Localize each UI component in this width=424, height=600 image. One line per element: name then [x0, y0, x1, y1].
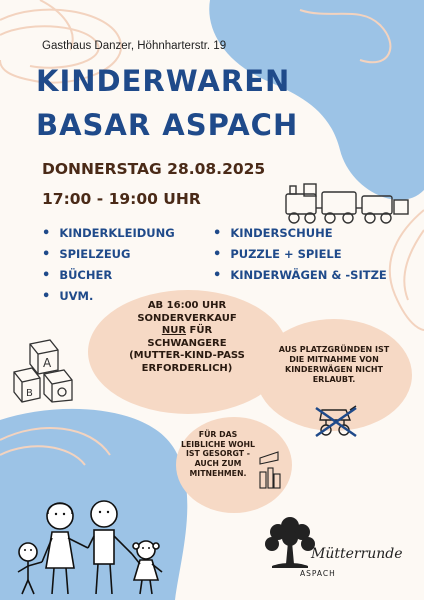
logo-name: Mütterrunde [311, 546, 403, 562]
food-line: FÜR DAS [198, 430, 238, 439]
only-word: NUR [161, 325, 187, 336]
svg-text:A: A [43, 356, 52, 370]
list-item: • KINDERSCHUHE [213, 223, 387, 244]
stroller-line: AUS PLATZGRÜNDEN IST [278, 345, 390, 354]
food-line: AUCH ZUM [194, 459, 242, 469]
svg-text:B: B [26, 388, 33, 399]
no-stroller-note [272, 345, 396, 385]
no-stroller-icon [312, 404, 360, 438]
food-drinks-icon [256, 450, 282, 490]
list-item: • KINDERWÄGEN & -SITZE [213, 265, 387, 286]
toy-train-icon [282, 176, 412, 228]
food-line: LEIBLICHE WOHL [180, 439, 256, 449]
sale-line [112, 325, 262, 338]
stroller-line: DIE MITNAHME VON [289, 355, 379, 364]
toy-blocks-icon [10, 338, 78, 404]
venue-address: Gasthaus Danzer, Höhnharterstr. 19 [42, 40, 227, 52]
title-line-1: KINDERWAREN [36, 64, 291, 98]
list-item: • BÜCHER [42, 265, 175, 286]
stroller-line: ERLAUBT. [312, 375, 356, 384]
family-drawing-icon [8, 492, 168, 596]
sale-line: AB 16:00 UHR [147, 300, 227, 311]
food-line: MITNEHMEN. [189, 468, 247, 478]
list-item: • SPIELZEUG [42, 244, 175, 265]
items-list-right [213, 223, 387, 286]
list-item: • PUZZLE + SPIELE [213, 244, 387, 265]
title-line-2: BASAR ASPACH [36, 108, 299, 142]
stroller-line: KINDERWÄGEN NICHT [285, 365, 383, 374]
sale-line: SCHWANGERE [147, 337, 227, 349]
event-time: 17:00 - 19:00 UHR [42, 190, 201, 208]
special-sale-note [112, 300, 262, 375]
sale-line: (MUTTER-KIND-PASS [129, 350, 245, 361]
food-line: IST GESORGT - [185, 449, 251, 459]
items-list-left [42, 223, 175, 307]
food-note [172, 430, 264, 479]
for-word: FÜR [186, 325, 213, 336]
sale-line: SONDERVERKAUF [137, 312, 237, 324]
list-item: • UVM. [42, 286, 175, 307]
event-date: DONNERSTAG 28.08.2025 [42, 160, 266, 178]
sale-line: ERFORDERLICH) [141, 362, 233, 374]
logo-place: ASPACH [300, 569, 336, 578]
list-item: • KINDERKLEIDUNG [42, 223, 175, 244]
tree-logo-icon [262, 512, 318, 574]
